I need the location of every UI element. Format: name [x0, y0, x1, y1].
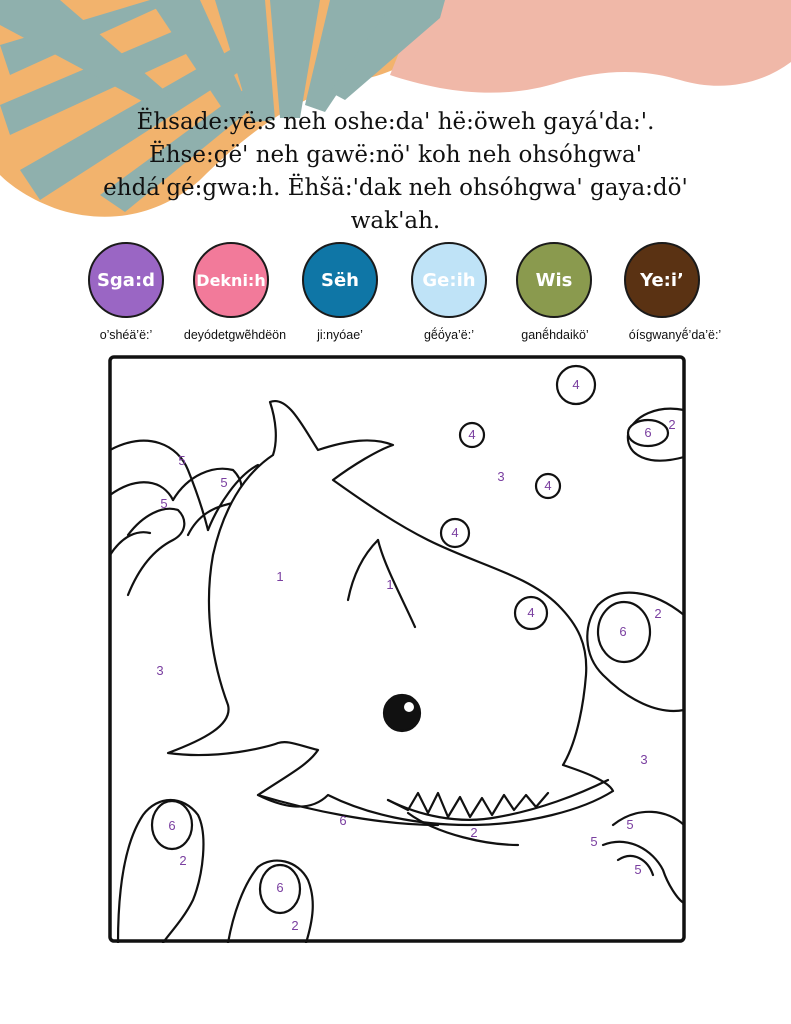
region-number: 5	[590, 834, 598, 849]
swatch-label: Dekni:h	[196, 270, 266, 290]
swatch-caption: ganẽ́hdaikö’	[521, 328, 589, 342]
region-number: 2	[291, 918, 299, 933]
region-number: 4	[544, 478, 552, 493]
swatch-label: Ye:i’	[640, 269, 684, 291]
instructions-text	[60, 106, 731, 238]
swatch-4	[411, 242, 487, 318]
region-number: 6	[644, 425, 652, 440]
shark-eye	[384, 695, 420, 731]
region-number: 4	[527, 605, 535, 620]
swatch-caption: o’shéä’ë:’	[99, 328, 153, 342]
instructions-line: Ëhsade:yë:s neh oshe:da' hë:öweh gayá'da:'.	[136, 109, 655, 135]
region-number: 5	[160, 496, 168, 511]
region-number: 5	[220, 475, 228, 490]
instructions-line: Ëhse:gë' neh gawë:nö' koh neh ohsóhgwa'	[148, 142, 643, 168]
region-number: 4	[468, 427, 476, 442]
region-number: 3	[497, 469, 505, 484]
swatch-label: Wis	[535, 269, 573, 291]
region-number: 1	[386, 577, 394, 592]
region-number: 6	[276, 880, 284, 895]
swatch-6	[624, 242, 700, 318]
swatch-label: Sga:d	[96, 269, 156, 291]
region-number: 3	[156, 663, 164, 678]
swatch-5	[516, 242, 592, 318]
region-number: 2	[668, 417, 676, 432]
region-number: 4	[451, 525, 459, 540]
swatch-label: Ge:ih	[422, 269, 476, 291]
region-number: 2	[654, 606, 662, 621]
swatch-caption: ji:nyóae’	[317, 328, 363, 342]
pink-wave	[390, 0, 791, 93]
instructions-line: ehdá'gé:gwa:h. Ëhšä:'dak neh ohsóhgwa' gaya:dö'	[103, 175, 688, 201]
region-number: 6	[339, 813, 347, 828]
region-number: 5	[178, 453, 186, 468]
swatch-label: Sëh	[321, 269, 359, 291]
swatch-caption: óísgwanyẽ́’da’ë:’	[628, 328, 722, 342]
swatch-2	[193, 242, 269, 318]
coloring-picture	[108, 355, 686, 943]
swatch-caption: deyódetgwẽhdëön	[183, 328, 287, 342]
region-number: 3	[640, 752, 648, 767]
swatch-caption: gẽ́ö́ya’ë:’	[423, 328, 475, 342]
shark-eye-shine	[404, 702, 414, 712]
region-number: 5	[626, 817, 634, 832]
color-key	[0, 242, 791, 352]
region-number: 2	[179, 853, 187, 868]
region-number: 2	[470, 825, 478, 840]
region-number: 5	[634, 862, 642, 877]
swatch-3	[302, 242, 378, 318]
region-number: 6	[168, 818, 176, 833]
swatch-1	[88, 242, 164, 318]
instructions-line: wak'ah.	[350, 208, 441, 234]
region-number: 4	[572, 377, 580, 392]
region-number: 1	[276, 569, 284, 584]
region-number: 6	[619, 624, 627, 639]
